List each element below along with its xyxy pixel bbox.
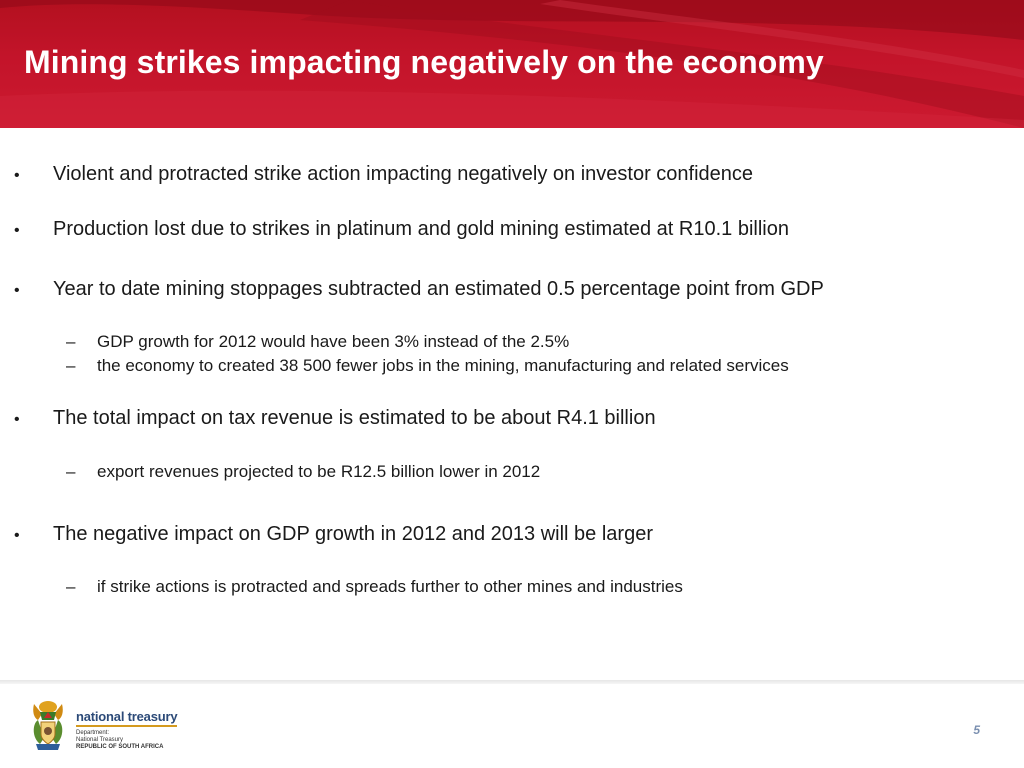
sub-bullet-marker: – <box>66 462 76 481</box>
footer-divider <box>0 680 1024 684</box>
bullet-text: Production lost due to strikes in platinum and gold mining estimated at R10.1 billion <box>53 218 789 240</box>
logo-name: national treasury <box>76 709 177 727</box>
logo-subtitle <box>76 730 177 751</box>
bullet-text: Year to date mining stoppages subtracted an estimated 0.5 percentage point from GDP <box>53 278 824 300</box>
sub-bullet-marker: – <box>66 577 76 596</box>
bullet-marker: • <box>14 222 20 239</box>
bullet-text: The total impact on tax revenue is estimated to be about R4.1 billion <box>53 407 656 429</box>
sub-bullet-item <box>66 356 789 376</box>
bullet-text: Violent and protracted strike action impacting negatively on investor confidence <box>53 163 754 185</box>
title-bar <box>0 0 1024 128</box>
page-number: 5 <box>973 723 980 737</box>
sub-bullet-marker: – <box>66 332 76 351</box>
sub-bullet-item <box>66 332 569 352</box>
logo-text <box>76 708 177 751</box>
bullet-marker: • <box>14 527 20 544</box>
slide-title: Mining strikes impacting negatively on the economy <box>24 44 824 80</box>
coat-of-arms-icon <box>28 698 68 752</box>
bullet-marker: • <box>14 282 20 299</box>
sub-bullet-text: the economy to created 38 500 fewer jobs in the mining, manufacturing and related services <box>97 356 789 375</box>
sub-bullet-text: if strike actions is protracted and spreads further to other mines and industries <box>97 577 683 596</box>
sub-bullet-item <box>66 577 683 597</box>
bullet-marker: • <box>14 167 20 184</box>
bullet-item <box>14 278 824 301</box>
logo-line-department: Department: <box>76 730 110 736</box>
national-treasury-logo <box>28 698 177 752</box>
sub-bullet-text: export revenues projected to be R12.5 billion lower in 2012 <box>97 462 541 481</box>
logo-line-country: REPUBLIC OF SOUTH AFRICA <box>76 744 164 750</box>
bullet-item <box>14 218 789 241</box>
bullet-item <box>14 163 753 186</box>
bullet-item <box>14 523 653 546</box>
sub-bullet-marker: – <box>66 356 76 375</box>
logo-line-treasury: National Treasury <box>76 737 124 743</box>
bullet-text: The negative impact on GDP growth in 2012 and 2013 will be larger <box>53 523 653 545</box>
sub-bullet-item <box>66 462 540 482</box>
sub-bullet-text: GDP growth for 2012 would have been 3% instead of the 2.5% <box>97 332 570 351</box>
slide-content <box>0 128 1024 680</box>
bullet-marker: • <box>14 411 20 428</box>
bullet-item <box>14 407 656 430</box>
